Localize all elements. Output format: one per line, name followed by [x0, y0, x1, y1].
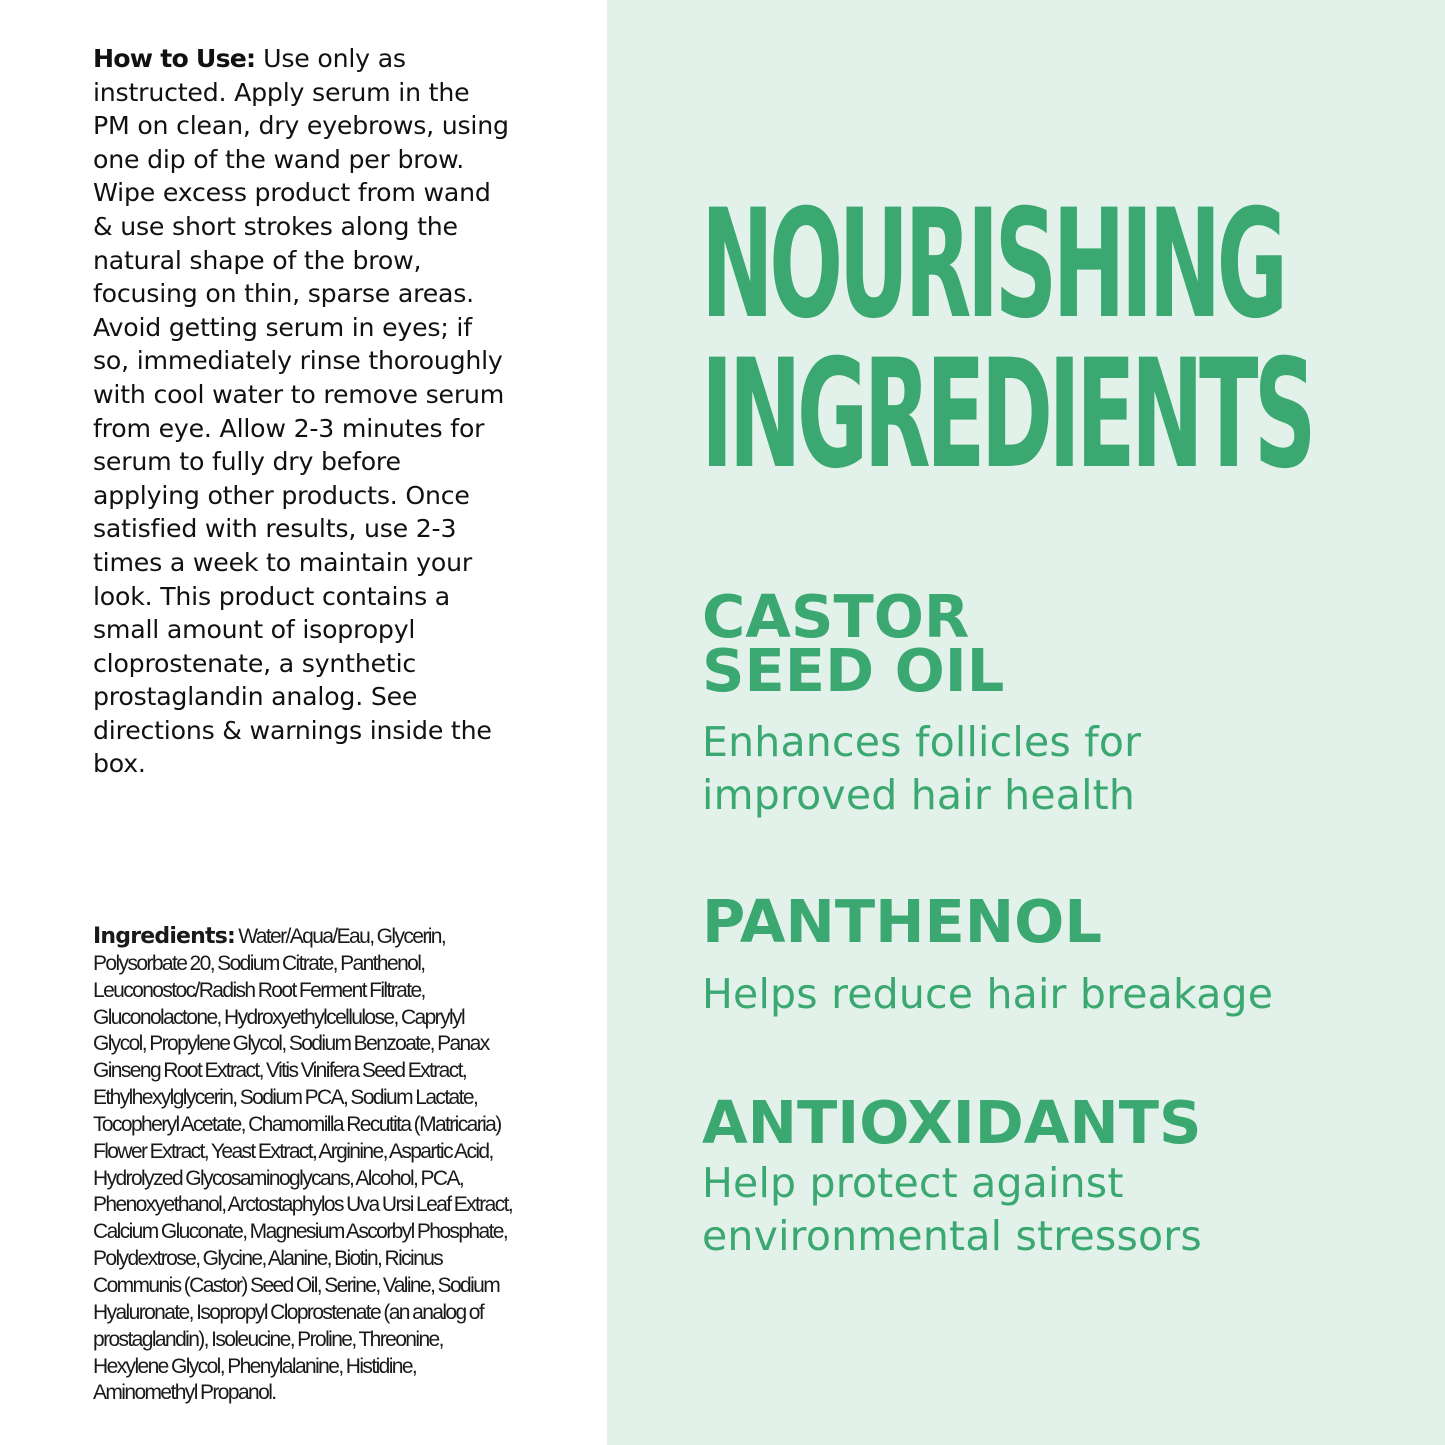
ingredients-text: Water/Aqua/Eau, Glycerin, Polysorbate 20, Sodium Citrate, Panthenol, Leuconostoc/Radish Root Ferment Filtrate, Gluconolactone, Hydroxyethylcellulose, Caprylyl Glycol, Propylene Glycol, Sodium Benzoate, Panax Ginseng Root Extract, Vitis Vinifera Seed Extract, Ethylhexylglycerin, Sodium PCA, Sodium Lactate, Tocopheryl Acetate, Chamomilla Recutita (Matricaria) Flower Extract, Yeast Extract, Arginine, Aspartic Acid, Hydrolyzed Glycosaminoglycans, Alcohol, PCA, Phenoxyethanol, Arctostaphylos Uva Ursi Leaf Extract, Calcium Gluconate, Magnesium Ascorbyl Phosphate, Polydextrose, Glycine, Alanine, Biotin, Ricinus Communis (Castor) Seed Oil, Serine, Valine, Sodium Hyaluronate, Isopropyl Cloprostenate (an analog of prostaglandin), Isoleucine, Proline, Threonine, Hexylene Glycol, Phenylalanine, Histidine, Aminomethyl Propanol.: [93, 925, 513, 1405]
benefit-desc-line: Helps reduce hair breakage: [702, 970, 1274, 1018]
benefit-title-line: ANTIOXIDANTS: [702, 1088, 1202, 1157]
benefit-title-line: CASTOR: [702, 582, 970, 651]
benefit-title-line: PANTHENOL: [702, 887, 1102, 956]
benefit-desc-line: Help protect against: [702, 1159, 1124, 1207]
how-to-use-paragraph: [93, 42, 513, 781]
headline-line-1: NOURISHING: [701, 178, 1284, 352]
ingredients-paragraph: [93, 924, 513, 1407]
benefit-title-panthenol: [702, 887, 1102, 956]
benefit-title-line: SEED OIL: [702, 636, 1005, 705]
benefit-desc-antioxidants: [702, 1157, 1202, 1263]
benefit-title-castor-seed-oil: [702, 582, 1005, 705]
left-panel: [0, 0, 607, 1445]
benefit-desc-panthenol: [702, 968, 1273, 1021]
benefit-desc-castor-seed-oil: [702, 716, 1141, 822]
benefit-desc-line: Enhances follicles for: [702, 718, 1142, 766]
how-to-use-text: Use only as instructed. Apply serum in the PM on clean, dry eyebrows, using one dip of the wand per brow. Wipe excess product from wand & use short strokes along the natural shape of the brow, focusing on thin, sparse areas. Avoid getting serum in eyes; if so, immediately rinse thoroughly with cool water to remove serum from eye. Allow 2-3 minutes for serum to fully dry before applying other products. Once satisfied with results, use 2-3 times a week to maintain your look. This product contains a small amount of isopropyl cloprostenate, a synthetic prostaglandin analog. See directions & warnings inside the box.: [93, 44, 509, 779]
benefit-title-antioxidants: [702, 1088, 1202, 1157]
benefit-desc-line: environmental stressors: [702, 1212, 1202, 1260]
headline: [701, 178, 1312, 502]
how-to-use-label: How to Use:: [93, 44, 256, 73]
benefit-desc-line: improved hair health: [702, 771, 1136, 819]
headline-line-2: INGREDIENTS: [701, 328, 1312, 502]
ingredients-label: Ingredients:: [93, 924, 236, 949]
